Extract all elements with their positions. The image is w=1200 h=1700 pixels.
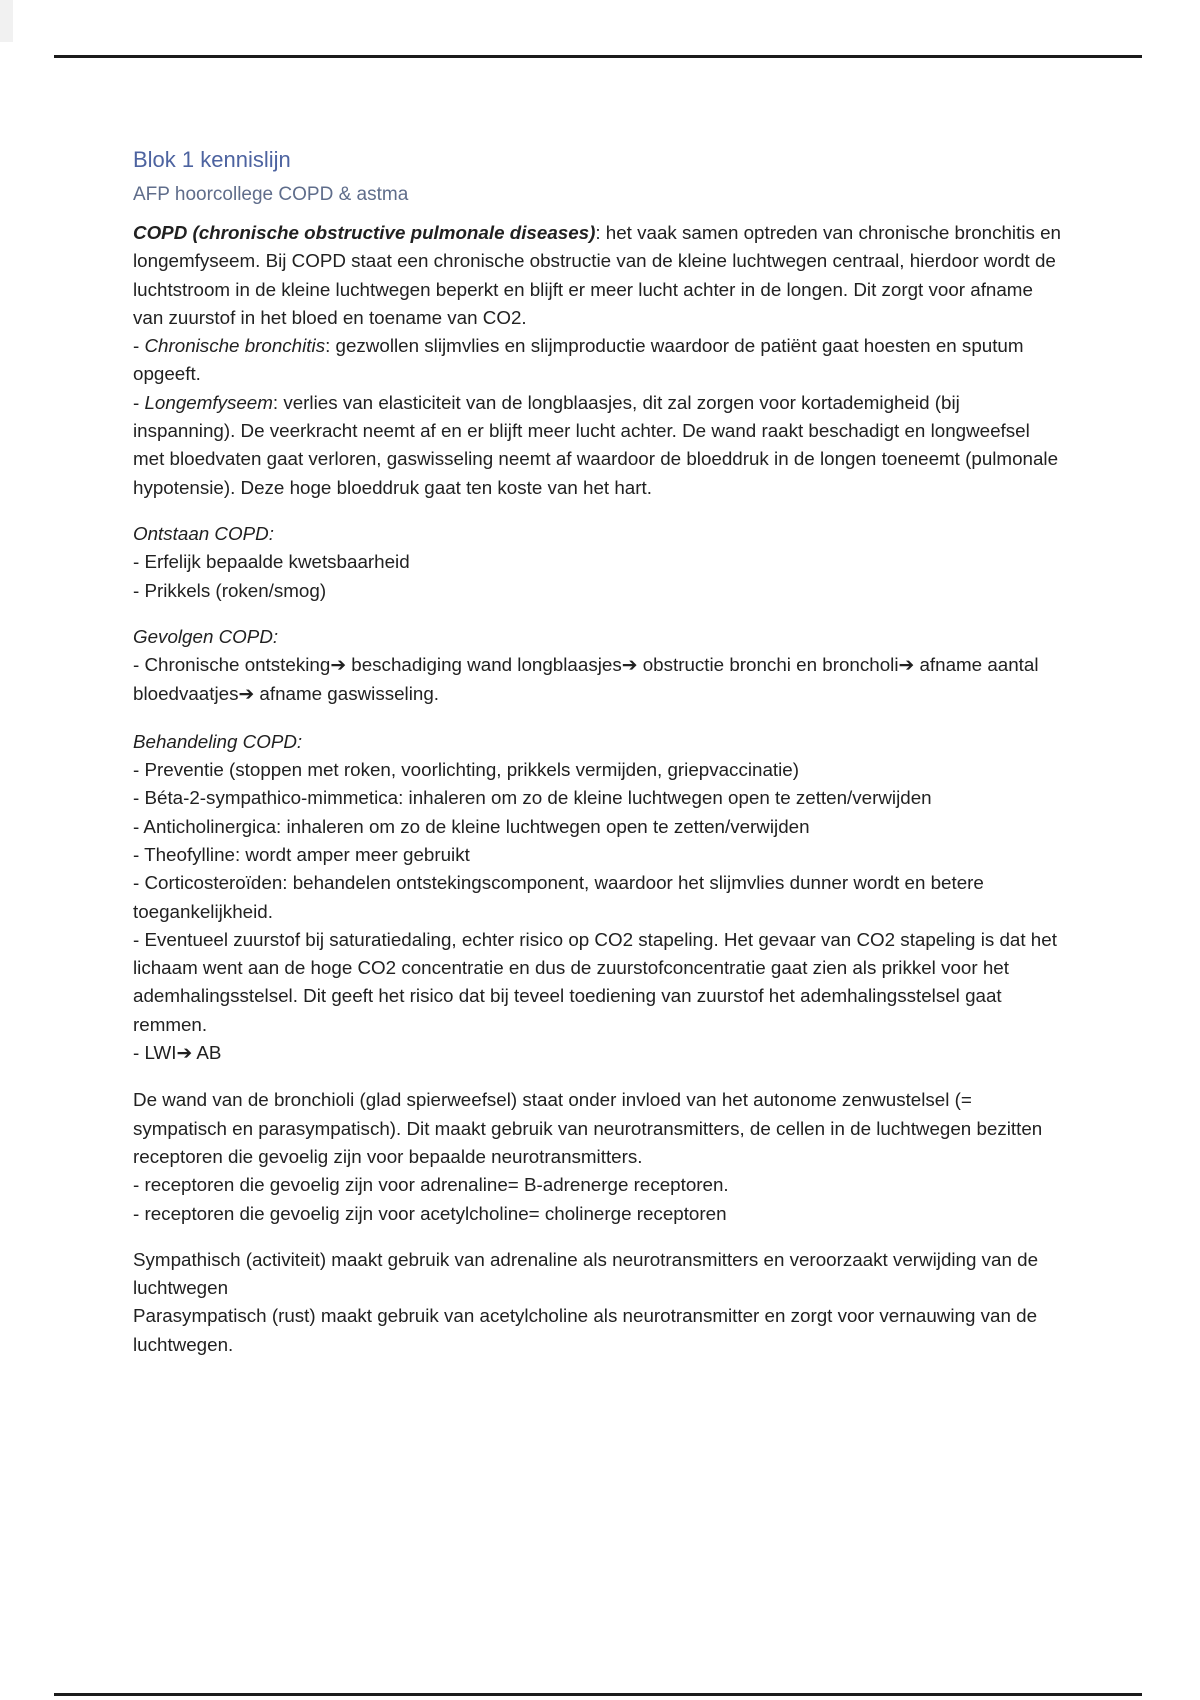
- paragraph-gap: [133, 1228, 1063, 1246]
- document-content: [133, 147, 1063, 1359]
- text-run: Longemfyseem: [144, 391, 273, 413]
- scan-artifact: [0, 0, 13, 42]
- document-body: [133, 219, 1063, 1359]
- text-run: AB: [192, 1042, 222, 1064]
- paragraph: [133, 784, 1063, 812]
- paragraph: [133, 813, 1063, 841]
- paragraph: [133, 1302, 1063, 1359]
- paragraph: [133, 1246, 1063, 1303]
- arrow-right-icon: ➔: [238, 684, 255, 706]
- paragraph: [133, 520, 1063, 548]
- bottom-rule: [54, 1693, 1142, 1696]
- paragraph: [133, 869, 1063, 926]
- arrow-right-icon: ➔: [176, 1043, 193, 1065]
- paragraph: [133, 651, 1063, 710]
- text-run: - Corticosteroïden: behandelen ontstekingscomponent, waardoor het slijmvlies dunner wordt en betere toegankelijkheid.: [133, 872, 984, 922]
- text-run: COPD (chronische obstructive pulmonale diseases): [133, 222, 596, 243]
- paragraph: [133, 1171, 1063, 1199]
- text-run: -: [133, 391, 145, 413]
- text-run: Chronische bronchitis: [144, 335, 326, 357]
- text-run: Sympathisch (activiteit) maakt gebruik van adrenaline als neurotransmitters en veroorzaakt verwijding van de luchtwegen: [133, 1248, 1039, 1299]
- text-run: - Preventie (stoppen met roken, voorlichting, prikkels vermijden, griepvaccinatie): [133, 759, 799, 781]
- arrow-right-icon: ➔: [898, 655, 915, 677]
- paragraph-gap: [133, 1068, 1063, 1086]
- text-run: Parasympatisch (rust) maakt gebruik van acetylcholine als neurotransmitter en zorgt voor vernauwing van de luchtwegen.: [133, 1305, 1038, 1355]
- top-rule: [54, 55, 1142, 58]
- text-run: - Béta-2-sympathico-mimmetica: inhaleren om zo de kleine luchtwegen open te zetten/verwijden: [133, 787, 932, 809]
- paragraph: [133, 841, 1063, 869]
- text-run: Behandeling COPD:: [133, 730, 303, 752]
- text-run: - Theofylline: wordt amper meer gebruikt: [133, 843, 470, 865]
- page-title: Blok 1 kennislijn: [133, 147, 291, 172]
- paragraph: [133, 332, 1063, 389]
- paragraph: [133, 1200, 1063, 1228]
- text-run: Ontstaan COPD:: [133, 522, 274, 544]
- text-run: -: [133, 335, 145, 357]
- paragraph-gap: [133, 710, 1063, 728]
- page-subtitle: AFP hoorcollege COPD & astma: [133, 184, 409, 205]
- text-run: - receptoren die gevoelig zijn voor acetylcholine= cholinerge receptoren: [133, 1202, 727, 1224]
- text-run: - receptoren die gevoelig zijn voor adrenaline= B-adrenerge receptoren.: [133, 1174, 729, 1196]
- text-run: - Chronische ontsteking: [133, 654, 331, 676]
- paragraph: [133, 577, 1063, 605]
- paragraph: [133, 389, 1063, 502]
- text-run: afname gaswisseling.: [254, 683, 439, 705]
- text-run: : verlies van elasticiteit van de longblaasjes, dit zal zorgen voor kortademigheid (bij inspanning). De veerkracht neemt af en er blijft meer lucht achter. De wand raakt beschadigt en longweefsel met bloedvaten gaat verloren, gaswisseling neemt af waardoor de bloeddruk in de longen toeneemt (pulmonale hypotensie). Deze hoge bloeddruk gaat ten koste van het hart.: [133, 391, 1059, 498]
- text-run: afname aantal bloedvaatjes: [133, 654, 1039, 705]
- paragraph: [133, 623, 1063, 651]
- paragraph: [133, 756, 1063, 784]
- paragraph: [133, 219, 1063, 332]
- text-run: : het vaak samen optreden van chronische bronchitis en longemfyseem. Bij COPD staat een chronische obstructie van de kleine luchtwegen centraal, hierdoor wordt de luchtstroom in de kleine luchtwegen beperkt en blijft er meer lucht achter in de longen. Dit zorgt voor afname van zuurstof in het bloed en toename van CO2.: [133, 222, 1061, 328]
- arrow-right-icon: ➔: [621, 655, 638, 677]
- text-run: Gevolgen COPD:: [133, 625, 279, 647]
- text-run: - Erfelijk bepaalde kwetsbaarheid: [133, 551, 410, 573]
- paragraph-gap: [133, 502, 1063, 520]
- text-run: De wand van de bronchioli (glad spierweefsel) staat onder invloed van het autonome zenwustelsel (= sympatisch en parasympatisch). Dit maakt gebruik van neurotransmitters, de cellen in de luchtwegen bezitten receptoren die gevoelig zijn voor bepaalde neurotransmitters.: [133, 1089, 1043, 1167]
- paragraph: [133, 1086, 1063, 1171]
- text-run: - Eventueel zuurstof bij saturatiedaling, echter risico op CO2 stapeling. Het gevaar van CO2 stapeling is dat het lichaam went aan de hoge CO2 concentratie en dus de zuurstofconcentratie gaat zien als prikkel voor het ademhalingsstelsel. Dit geeft het risico dat bij teveel toediening van zuurstof het ademhalingsstelsel gaat remmen.: [133, 928, 1057, 1035]
- text-run: : gezwollen slijmvlies en slijmproductie waardoor de patiënt gaat hoesten en sputum opgeeft.: [133, 335, 1024, 385]
- text-run: - LWI: [133, 1042, 177, 1064]
- text-run: obstructie bronchi en broncholi: [637, 654, 899, 676]
- paragraph: [133, 548, 1063, 576]
- text-run: - Prikkels (roken/smog): [133, 579, 327, 601]
- text-run: - Anticholinergica: inhaleren om zo de kleine luchtwegen open te zetten/verwijden: [133, 815, 810, 837]
- paragraph: [133, 1039, 1063, 1068]
- paragraph: [133, 926, 1063, 1039]
- text-run: beschadiging wand longblaasjes: [346, 654, 622, 676]
- paragraph-gap: [133, 605, 1063, 623]
- paragraph: [133, 728, 1063, 756]
- arrow-right-icon: ➔: [330, 655, 347, 677]
